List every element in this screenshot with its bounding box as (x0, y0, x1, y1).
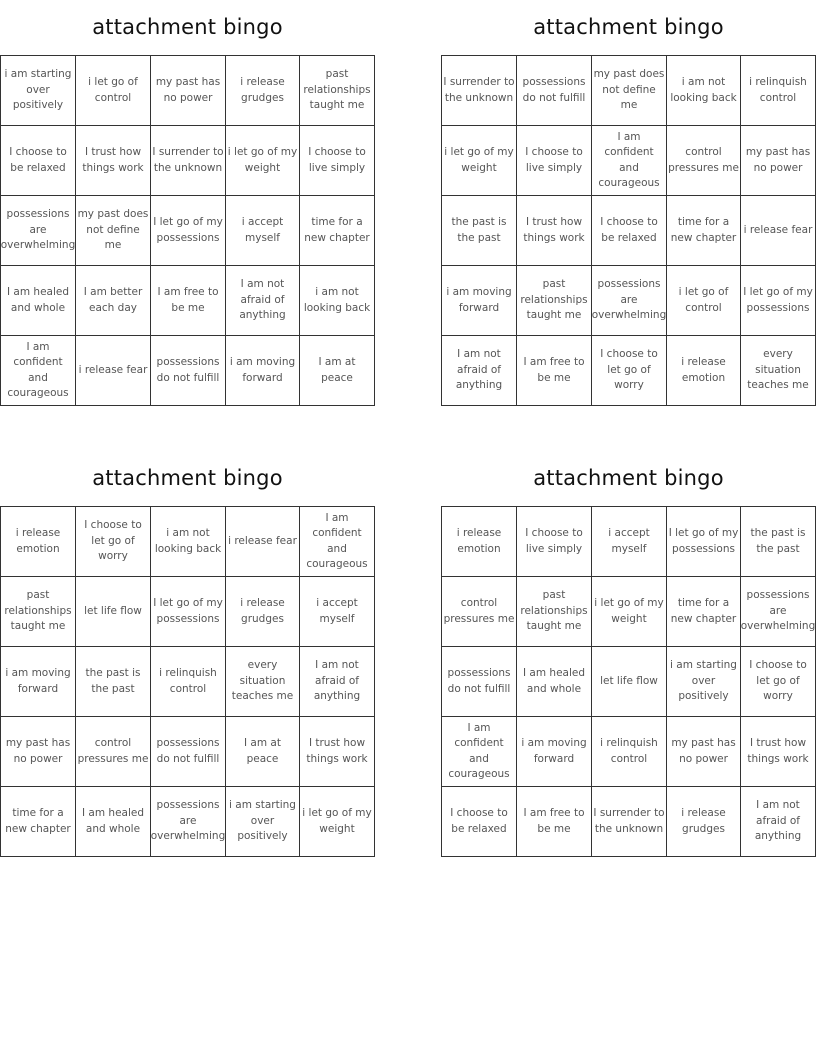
bingo-cell: my past does not define me (76, 196, 151, 266)
bingo-cell: i let go of my weight (442, 126, 517, 196)
bingo-cell: i am moving forward (1, 647, 76, 717)
bingo-cell: i release grudges (667, 787, 741, 857)
bingo-cell: my past does not define me (592, 56, 667, 126)
bingo-cell: let life flow (76, 577, 151, 647)
bingo-cell: i accept myself (592, 507, 667, 577)
bingo-cell: i release fear (226, 507, 300, 577)
bingo-cell: I choose to live simply (300, 126, 375, 196)
bingo-cell: possessions do not fulfill (517, 56, 592, 126)
card-title: attachment bingo (533, 15, 724, 39)
bingo-cell: I choose to be relaxed (592, 196, 667, 266)
bingo-grid (441, 55, 816, 406)
bingo-cell: i let go of my weight (300, 787, 375, 857)
bingo-cell: i am starting over positively (667, 647, 741, 717)
bingo-cell: I am at peace (226, 717, 300, 787)
bingo-cell: I am at peace (300, 336, 375, 406)
bingo-card-1 (0, 0, 375, 406)
bingo-cell: i let go of control (76, 56, 151, 126)
bingo-card-3 (0, 451, 375, 857)
bingo-cell: I surrender to the unknown (442, 56, 517, 126)
bingo-cell: time for a new chapter (300, 196, 375, 266)
bingo-cell: i accept myself (300, 577, 375, 647)
bingo-cell: i relinquish control (741, 56, 816, 126)
bingo-cell: I am better each day (76, 266, 151, 336)
bingo-cell: I choose to be relaxed (1, 126, 76, 196)
bingo-cell: I let go of my possessions (741, 266, 816, 336)
bingo-cell: i release grudges (226, 56, 300, 126)
bingo-cell: i release emotion (1, 507, 76, 577)
bingo-cell: i release fear (76, 336, 151, 406)
bingo-cell: i am not looking back (151, 507, 226, 577)
bingo-cell: I am confident and courageous (300, 507, 375, 577)
bingo-cell: i am starting over positively (1, 56, 76, 126)
bingo-grid (0, 55, 375, 406)
bingo-cell: past relationships taught me (1, 577, 76, 647)
bingo-cell: I am not afraid of anything (300, 647, 375, 717)
bingo-cell: I am healed and whole (76, 787, 151, 857)
bingo-cell: I trust how things work (741, 717, 816, 787)
bingo-cell: i let go of my weight (592, 577, 667, 647)
bingo-cell: the past is the past (76, 647, 151, 717)
bingo-cell: i am not looking back (300, 266, 375, 336)
bingo-cell: I am not afraid of anything (226, 266, 300, 336)
bingo-cell: I surrender to the unknown (151, 126, 226, 196)
bingo-cell: I trust how things work (76, 126, 151, 196)
bingo-cell: possessions are overwhelming (592, 266, 667, 336)
bingo-cell: i let go of control (667, 266, 741, 336)
bingo-cell: control pressures me (442, 577, 517, 647)
bingo-grid (441, 506, 816, 857)
bingo-cell: I choose to let go of worry (741, 647, 816, 717)
bingo-cell: I choose to let go of worry (76, 507, 151, 577)
bingo-cell: i am moving forward (517, 717, 592, 787)
bingo-cell: I trust how things work (300, 717, 375, 787)
bingo-cell: possessions do not fulfill (151, 717, 226, 787)
bingo-cell: I am not afraid of anything (741, 787, 816, 857)
bingo-cell: I am confident and courageous (442, 717, 517, 787)
bingo-cell: let life flow (592, 647, 667, 717)
bingo-cell: i relinquish control (151, 647, 226, 717)
bingo-cell: i am moving forward (226, 336, 300, 406)
bingo-cell: I let go of my possessions (151, 577, 226, 647)
bingo-cell: past relationships taught me (517, 577, 592, 647)
bingo-cell: I choose to live simply (517, 507, 592, 577)
bingo-cell: i release emotion (667, 336, 741, 406)
bingo-cell: I am not afraid of anything (442, 336, 517, 406)
bingo-cell: every situation teaches me (741, 336, 816, 406)
bingo-cell: every situation teaches me (226, 647, 300, 717)
bingo-cell: time for a new chapter (1, 787, 76, 857)
bingo-cell: time for a new chapter (667, 196, 741, 266)
bingo-card-4 (441, 451, 816, 857)
bingo-cell: I let go of my possessions (667, 507, 741, 577)
bingo-cell: time for a new chapter (667, 577, 741, 647)
bingo-cell: i release grudges (226, 577, 300, 647)
bingo-cell: the past is the past (741, 507, 816, 577)
bingo-cell: possessions do not fulfill (151, 336, 226, 406)
bingo-grid (0, 506, 375, 857)
bingo-cell: I am confident and courageous (1, 336, 76, 406)
bingo-cell: I am free to be me (517, 787, 592, 857)
bingo-cell: i relinquish control (592, 717, 667, 787)
bingo-cell: i am starting over positively (226, 787, 300, 857)
card-title: attachment bingo (533, 466, 724, 490)
bingo-cell: I choose to be relaxed (442, 787, 517, 857)
card-title: attachment bingo (92, 466, 283, 490)
bingo-cell: control pressures me (667, 126, 741, 196)
bingo-cell: my past has no power (1, 717, 76, 787)
bingo-cell: my past has no power (667, 717, 741, 787)
bingo-cell: i release fear (741, 196, 816, 266)
bingo-cell: i am not looking back (667, 56, 741, 126)
card-title: attachment bingo (92, 15, 283, 39)
bingo-cell: i accept myself (226, 196, 300, 266)
bingo-cell: I choose to let go of worry (592, 336, 667, 406)
bingo-cell: control pressures me (76, 717, 151, 787)
bingo-cell: my past has no power (151, 56, 226, 126)
bingo-cell: I choose to live simply (517, 126, 592, 196)
bingo-cell: possessions are overwhelming (741, 577, 816, 647)
bingo-cell: i release emotion (442, 507, 517, 577)
bingo-cell: my past has no power (741, 126, 816, 196)
bingo-cell: i am moving forward (442, 266, 517, 336)
bingo-cell: I let go of my possessions (151, 196, 226, 266)
bingo-cell: I am free to be me (517, 336, 592, 406)
bingo-cell: I am healed and whole (517, 647, 592, 717)
bingo-card-2 (441, 0, 816, 406)
bingo-cell: possessions are overwhelming (1, 196, 76, 266)
bingo-cell: I surrender to the unknown (592, 787, 667, 857)
bingo-cell: possessions are overwhelming (151, 787, 226, 857)
bingo-cell: i let go of my weight (226, 126, 300, 196)
bingo-cell: I am healed and whole (1, 266, 76, 336)
bingo-cell: I am confident and courageous (592, 126, 667, 196)
bingo-cell: past relationships taught me (300, 56, 375, 126)
bingo-cell: the past is the past (442, 196, 517, 266)
bingo-cell: possessions do not fulfill (442, 647, 517, 717)
bingo-cell: I am free to be me (151, 266, 226, 336)
bingo-cell: past relationships taught me (517, 266, 592, 336)
bingo-cell: I trust how things work (517, 196, 592, 266)
